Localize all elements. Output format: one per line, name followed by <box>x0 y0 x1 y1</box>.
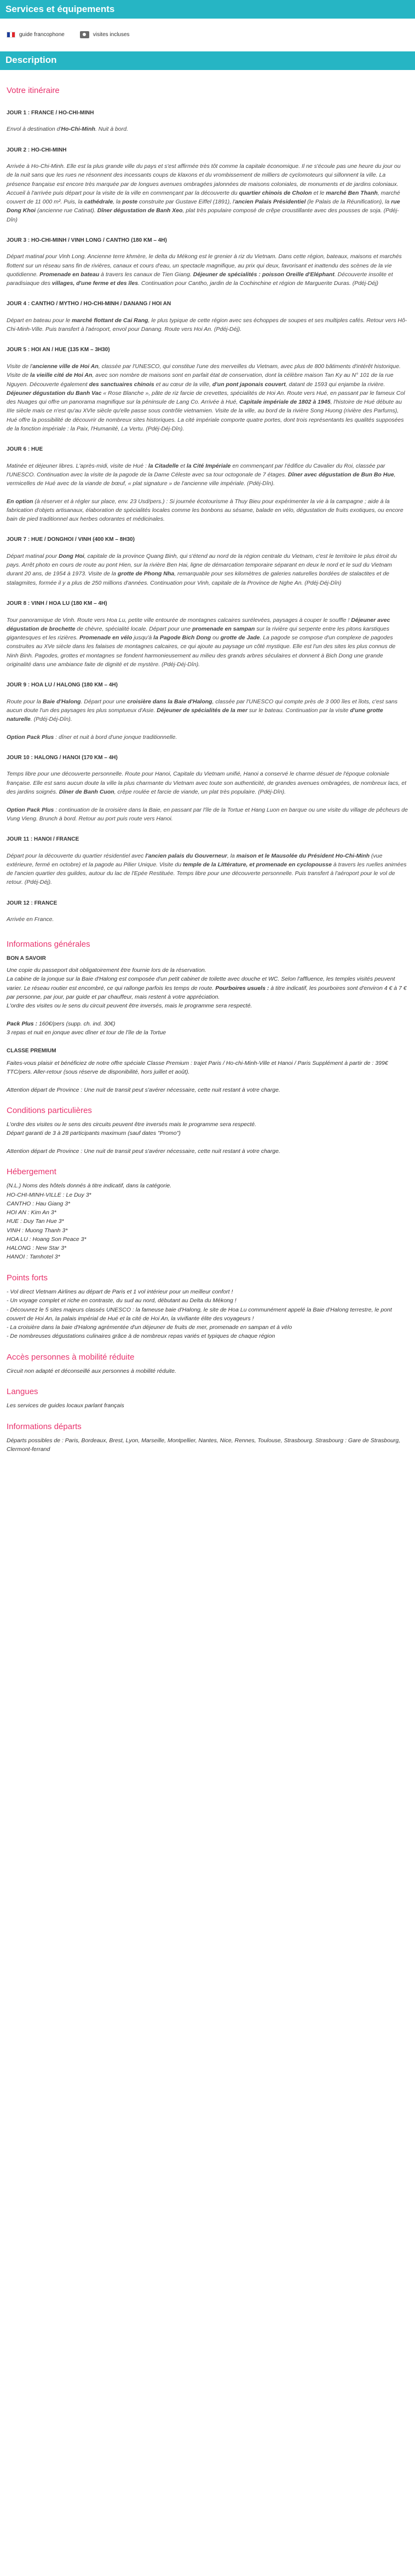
departures-title: Informations départs <box>7 1421 82 1431</box>
service-label: guide francophone <box>19 32 65 38</box>
conditions-block <box>7 1120 408 1156</box>
itinerary-day <box>7 146 408 224</box>
day-title: JOUR 12 : FRANCE <box>7 900 57 906</box>
day-title: JOUR 10 : HALONG / HANOI (170 KM – 4H) <box>7 754 118 761</box>
day-text: Matinée et déjeuner libres. L'après-midi, visite de Hué : la Citadelle et la Cité Impériale en commençant par l'édifice du Cavalier du Roi, classée par l'UNESCO. Continuation avec la visite de la pagode de la Dame Céleste avec sa tour octogonale de 7 étages. Dîner avec dégustation de Bun Bo Hue, vermicelles de Hué avec de la viande de bœuf, « plat signature » de l'ancienne ville impériale. (Pdéj-Dîn). En option (à réserver et à régler sur place, env. 23 Usd/pers.) : Si journée écotourisme à Thuy Bieu pour expérimenter la vie à la campagne ; aide à la fabrication d'objets artisanaux, élaboration de spécialités locales comme les bonbons au sésame, balade en vélo, dégustation de fruits exotiques, ou encore bain de pied traditionnel aux herbes odorantes et médicinales. <box>7 462 404 523</box>
conditions-text: L'ordre des visites ou le sens des circuits peuvent être inversés mais le programme sera respecté. Départ garanti de 3 à 28 participants maximum (sauf dates "Promo") Attention départ de Province : Une nuit de transit peut s'avérer nécessaire, cette nuit restant à votre charge. <box>7 1121 280 1155</box>
day-text: Temps libre pour une découverte personnelle. Route pour Hanoi, Capitale du Vietnam unifié, Hanoi a conservé le charme désuet de l'époque coloniale française. Elle est sans aucun doute la ville la plus charmante du Vietnam avec toute son authenticité, de grandes avenues ombragées, de nombreux lacs, et des jardins soignés. Dîner de Banh Cuon, crêpe roulée et farcie de viande, un plat très populaire. (Pdéj-Dîn). Option Pack Plus : continuation de la croisière dans la Baie, en passant par l'île de la Tortue et Hang Luon en barque ou une visite du village de pêcheurs de Vung Vieng. Brunch à bord. Retour au port puis route vers Hanoi. <box>7 771 408 822</box>
day-title: JOUR 11 : HANOI / FRANCE <box>7 836 79 843</box>
itinerary-days <box>7 109 408 924</box>
accessibility-block <box>7 1367 408 1376</box>
itinerary-day <box>7 899 408 924</box>
services-title: Services et équipements <box>5 3 115 14</box>
description-title: Description <box>5 55 57 66</box>
itinerary-day <box>7 236 408 288</box>
itinerary-day <box>7 835 408 887</box>
service-item-visits <box>80 31 130 39</box>
highlights-title: Points forts <box>7 1273 48 1283</box>
itinerary-day <box>7 300 408 334</box>
conditions-title: Conditions particulières <box>7 1105 92 1115</box>
day-title: JOUR 4 : CANTHO / MYTHO / HO-CHI-MINH / DANANG / HOI AN <box>7 301 171 307</box>
services-header <box>0 0 415 19</box>
day-text: Arrivée à Ho-Chi-Minh. Elle est la plus grande ville du pays et s'est affirmée très tôt comme la capitale économique. Il ne s'écoule pas une heure du jour ou de la nuit sans que les rues ne résonnent des incessants coups de klaxons et du vrombissement de milliers de cyclomoteurs qui sillonnent la ville. La présence française est encore très marquée par de longues avenues ombragées jalonnées de maisons coloniales, de monuments et de jardins coloniaux. Accueil à l'arrivée puis départ pour la visite de la ville en commençant par la découverte du quartier chinois de Cholon et le marché Ben Thanh, marché couvert de 11 000 m². Puis, la cathédrale, la poste construite par Gustave Eiffel (1891), l'ancien Palais Présidentiel (le Palais de la Réunification), la rue Dong Khoi (ancienne rue Catinat). Dîner dégustation de Banh Xeo, plat très populaire composé de crêpe croustillante avec des pousses de soja. (Pdéj-Dîn) <box>7 163 401 223</box>
day-text: Route pour la Baie d'Halong. Départ pour une croisière dans la Baie d'Halong, classée par l'UNESCO qui compte près de 3 000 îles et îlots, c'est sans aucun doute l'un des paysages les plus somptueux d'Asie. Déjeuner de spécialités de la mer sur le bateau. Continuation par la visite d'une grotte naturelle. (Pdéj-Déj-Dîn). Option Pack Plus : dîner et nuit à bord d'une jonque traditionnelle. <box>7 698 398 741</box>
itinerary-day <box>7 346 408 433</box>
service-item-guide <box>7 31 65 39</box>
day-text: Visite de l'ancienne ville de Hoi An, classée par l'UNESCO, qui constitue l'une des merveilles du Vietnam, avec plus de 800 bâtiments d'intérêt historique. Visite de la vieille cité de Hoi An, avec son nombre de maisons sont en parfait état de conservation, dont la célèbre maison Tan Ky au N° 101 de la rue Nguyen. Découverte également des sanctuaires chinois et au cœur de la ville, d'un pont japonais couvert, datant de 1593 qui enjambe la rivière. Déjeuner dégustation du Banh Vac « Rose Blanche », pâte de riz farcie de crevettes, spécialités de Hoi An. Route vers Hué, en passant par le fameux Col des Nuages qui offre un panorama magnifique sur la péninsule de Lang Co. Arrivée à Hué, Capitale impériale de 1802 à 1945, l'histoire de Hué débute au IIIe siècle mais ce n'est qu'au XVIe siècle qu'elle passe sous contrôle vietnamien. Visite de la ville, au bord de la rivière Song Huong (rivière des Parfums), Hué offre la possibilité de découvrir de nombreux sites historiques. La cité impériale comporte quatre portes, dont trois représentants les qualités supposées de la fonction impériale : la Paix, l'Humanité, La Vertu. (Pdéj-Déj-Dîn). <box>7 363 405 432</box>
languages-block <box>7 1401 408 1410</box>
itinerary-day <box>7 754 408 823</box>
accessibility-title: Accès personnes à mobilité réduite <box>7 1352 135 1362</box>
itinerary-title: Votre itinéraire <box>7 85 60 95</box>
languages-text: Les services de guides locaux parlant français <box>7 1402 124 1409</box>
service-label: visites incluses <box>93 32 130 38</box>
good-to-know-text: Une copie du passeport doit obligatoirement être fournie lors de la réservation. La cabine de la jonque sur la Baie d'Halong est composée d'un petit cabinet de toilette avec douche et WC. Selon l'affluence, les temples visités peuvent varier. Le réseau routier est encombré, ce qui rallonge parfois les temps de route. Pourboires usuels : à titre indicatif, les pourboires sont d'environ 4 € à 7 € par personne, par jour, par guide et par chauffeur, mais restent à votre appréciation. L'ordre des visites ou le sens du circuit peuvent être inversés, mais le programme sera respecté. Pack Plus : 160€/pers (supp. ch. ind. 30€) 3 repas et nuit en jonque avec dîner et tour de l'île de la Tortue <box>7 967 407 1036</box>
day-text: Tour panoramique de Vinh. Route vers Hoa Lu, petite ville entourée de montagnes calcaires surélevées, paysages à couper le souffle ! Déjeuner avec dégustation de brochette de chèvre, spécialité locale. Départ pour une promenade en sampan sur la rivière qui serpente entre les pitons karstiques gigantesques et les rizières. Promenade en vélo jusqu'à la Pagode Bich Dong ou grotte de Jade. La pagode se compose d'un complexe de pagodes construites au XVe siècle dans les falaises de montagnes calcaires, ce qui ajoute au paysage un côté mystique. Elle est l'un des sites les plus connus de Ninh Binh. Pagodes, grottes et montagnes se fondent harmonieusement au milieu des grands arbres séculaires et donnent à Bich Dong une grande originalité dans une ambiance faite de dignité et de mystère. (Pdéj-Déj-Dîn). <box>7 616 396 668</box>
accommodation-text: (N.L.) Noms des hôtels donnés à titre indicatif, dans la catégorie. HO-CHI-MINH-VILLE : Le Duy 3* CANTHO : Hau Giang 3* HOI AN : Kim An 3* HUE : Duy Tan Hue 3* VINH : Muong Thanh 3* HOA LU : Hoang Son Peace 3* HALONG : New Star 3* HANOI : Tamhotel 3* <box>7 1182 172 1261</box>
french-flag-icon <box>7 32 15 38</box>
day-title: JOUR 1 : FRANCE / HO-CHI-MINH <box>7 109 94 116</box>
highlights-block <box>7 1287 408 1341</box>
day-text: Départ matinal pour Dong Hoi, capitale de la province Quang Binh, qui s'étend au nord de la région centrale du Vietnam, c'est le territoire le plus étroit du pays. Arrêt photo en cours de route au pont Hien, sur la rivière Ben Hai, ligne de démarcation temporaire séparant en deux le nord et le sud du Vietnam durant 20 ans, de 1954 à 1973. Visite de la grotte de Phong Nha, remarquable pour ses kilomètres de galeries naturelles bordées de stalactites et de stalagmites, formée il y a plus de 250 millions d'années. Continuation pour Vinh, capitale de la Province de Nghe An. (Pdéj-Déj-Dîn) <box>7 552 397 586</box>
itinerary-day <box>7 535 408 587</box>
departures-text: Départs possibles de : Paris, Bordeaux, Brest, Lyon, Marseille, Montpellier, Nantes, Nice, Rennes, Toulouse, Strasbourg. Strasbourg : Gare de Strasbourg, Clermont-ferrand <box>7 1437 401 1453</box>
day-title: JOUR 3 : HO-CHI-MINH / VINH LONG / CANTHO (180 KM – 4H) <box>7 237 167 243</box>
day-title: JOUR 9 : HOA LU / HALONG (180 KM – 4H) <box>7 682 118 689</box>
services-list <box>0 19 415 51</box>
accommodation-block <box>7 1181 408 1261</box>
itinerary-day <box>7 681 408 742</box>
day-text: Départ matinal pour Vinh Long. Ancienne terre khmère, le delta du Mékong est le grenier à riz du Vietnam. Dans cette région, bateaux, maisons et marchés flottent sur un réseau sans fin de rivières, canaux et cours d'eau, un spectacle magnifique, au prix qui deux, favorisant et inattendu des scènes de la vie quotidienne. Promenade en bateau à travers les canaux de Tien Giang. Déjeuner de spécialités : poisson Oreille d'Eléphant. Découverte insolite et paradisiaque des villages, d'une ferme et des îles. Continuation pour Cantho, jardin de la Cochinchine et région de Marguerite Duras. (Pdéj-Déj) <box>7 253 402 287</box>
description-content <box>0 70 415 1475</box>
general-info-title: Informations générales <box>7 940 90 949</box>
accommodation-title: Hébergement <box>7 1167 56 1177</box>
day-title: JOUR 2 : HO-CHI-MINH <box>7 147 67 153</box>
premium-text: Faites-vous plaisir et bénéficiez de notre offre spéciale Classe Premium : trajet Paris / Ho-chi-Minh-Ville et Hanoi / Paris Supplément à partir de : 399€ TTC/pers. Aller-retour (sous réserve de disponibilité, hors juillet et août). Attention départ de Province : Une nuit de transit peut s'avérer nécessaire, cette nuit restant à votre charge. <box>7 1059 388 1093</box>
camera-icon <box>80 31 89 38</box>
itinerary-day <box>7 109 408 134</box>
day-title: JOUR 8 : VINH / HOA LU (180 KM – 4H) <box>7 601 107 607</box>
itinerary-day <box>7 445 408 523</box>
accessibility-text: Circuit non adapté et déconseillé aux personnes à mobilité réduite. <box>7 1367 176 1374</box>
premium-label: CLASSE PREMIUM <box>7 1048 56 1054</box>
day-title: JOUR 5 : HOI AN / HUE (135 KM – 3H30) <box>7 347 110 353</box>
day-title: JOUR 6 : HUE <box>7 446 43 453</box>
languages-title: Langues <box>7 1387 38 1397</box>
departures-block <box>7 1436 408 1454</box>
day-text: Arrivée en France. <box>7 916 54 923</box>
day-text: Départ pour la découverte du quartier résidentiel avec l'ancien palais du Gouverneur, la maison et le Mausolée du Président Ho-Chi-Minh (vue extérieure, fermé en octobre) et la pagode au Pilier Unique. Visite du temple de la Littérature, et promenade en cyclopousse à travers les ruelles animées de l'ancien quartier des guildes, autour du lac de l'Epée Restituée. Temps libre pour une découverte personnelle. Puis transfert à l'aéroport pour le vol de retour. (Pdéj-Déj). <box>7 852 407 886</box>
description-header <box>0 51 415 70</box>
premium-block <box>7 1047 408 1094</box>
day-title: JOUR 7 : HUE / DONGHOI / VINH (400 KM – 8H30) <box>7 537 135 543</box>
good-to-know-label: BON A SAVOIR <box>7 955 46 961</box>
day-text: Envol à destination d'Ho-Chi-Minh. Nuit à bord. <box>7 126 129 133</box>
good-to-know-block <box>7 954 408 1038</box>
highlights-text: - Vol direct Vietnam Airlines au départ de Paris et 1 vol intérieur pour un meilleur confort ! - Un voyage complet et riche en contraste, du sud au nord, débutant au Delta du Mékong ! - Découvrez le 5 sites majeurs classés UNESCO : la fameuse baie d'Halong, le site de Hoa Lu communément appelé la Baie d'Halong terrestre, le pont couvert de Hoi An, la palais impérial de Hué et la cité de Hoi An, la vivifiante élite des voyageurs ! - La croisière dans la baie d'Halong agrémentée d'un déjeuner de fruits de mer, promenade en sampan et à vélo - De nombreuses dégustations culinaires grâce à de nombreux repas variés et typiques de chaque région <box>7 1289 392 1340</box>
day-text: Départ en bateau pour le marché flottant de Cai Rang, le plus typique de cette région avec ses échoppes de soupes et ses multiples cafés. Retour vers Hô-Chi-Minh-Ville. Puis transfert à l'aéroport, envol pour Danang. Route vers Hoi An. (Pdéj-Déj). <box>7 317 407 333</box>
itinerary-day <box>7 599 408 669</box>
